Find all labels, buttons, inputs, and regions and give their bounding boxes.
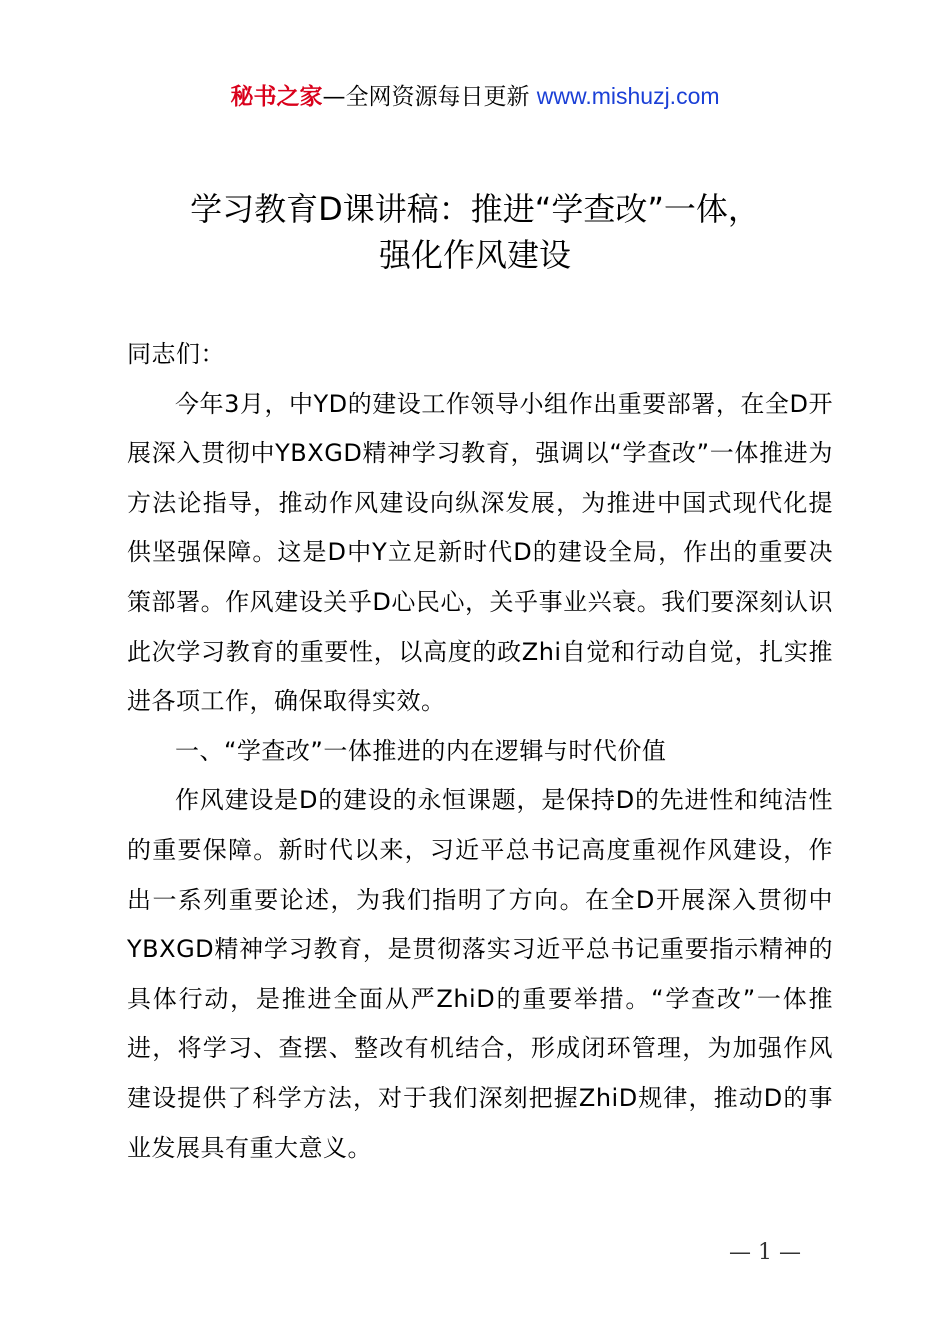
site-banner	[0, 80, 950, 113]
section-heading-1: 一、“学查改”一体推进的内在逻辑与时代价值	[175, 736, 667, 765]
paragraph-intro: 今年3月，中YD的建设工作领导小组作出重要部署，在全D开展深入贯彻中YBXGD精神学习教育，强调以“学查改”一体推进为方法论指导，推动作风建设向纵深发展，为推进中国式现代化提供坚强保障。这是D中Y立足新时代D的建设全局，作出的重要决策部署。作风建设关乎D心民心，关乎事业兴衰。我们要深刻认识此次学习教育的重要性，以高度的政Zhi自觉和行动自觉，扎实推进各项工作，确保取得实效。	[127, 389, 833, 716]
title-line-2: 强化作风建设	[378, 236, 571, 274]
salutation: 同志们：	[127, 340, 225, 368]
document-title	[100, 186, 850, 278]
title-line-1: 学习教育D课讲稿：推进“学查改”一体，	[190, 190, 760, 228]
banner-slogan: —全网资源每日更新	[322, 84, 537, 110]
site-url-link[interactable]: www.mishuzj.com	[536, 83, 720, 109]
paragraph-section-1: 作风建设是D的建设的永恒课题，是保持D的先进性和纯洁性的重要保障。新时代以来，习近平总书记高度重视作风建设，作出一系列重要论述，为我们指明了方向。在全D开展深入贯彻中YBXGD精神学习教育，是贯彻落实习近平总书记重要指示精神的具体行动，是推进全面从严ZhiD的重要举措。“学查改”一体推进，将学习、查摆、整改有机结合，形成闭环管理，为加强作风建设提供了科学方法，对于我们深刻把握ZhiD规律，推动D的事业发展具有重大意义。	[127, 786, 833, 1162]
brand-name: 秘书之家	[230, 84, 323, 110]
page-number: — 1 —	[729, 1240, 801, 1265]
document-body	[127, 330, 833, 1173]
